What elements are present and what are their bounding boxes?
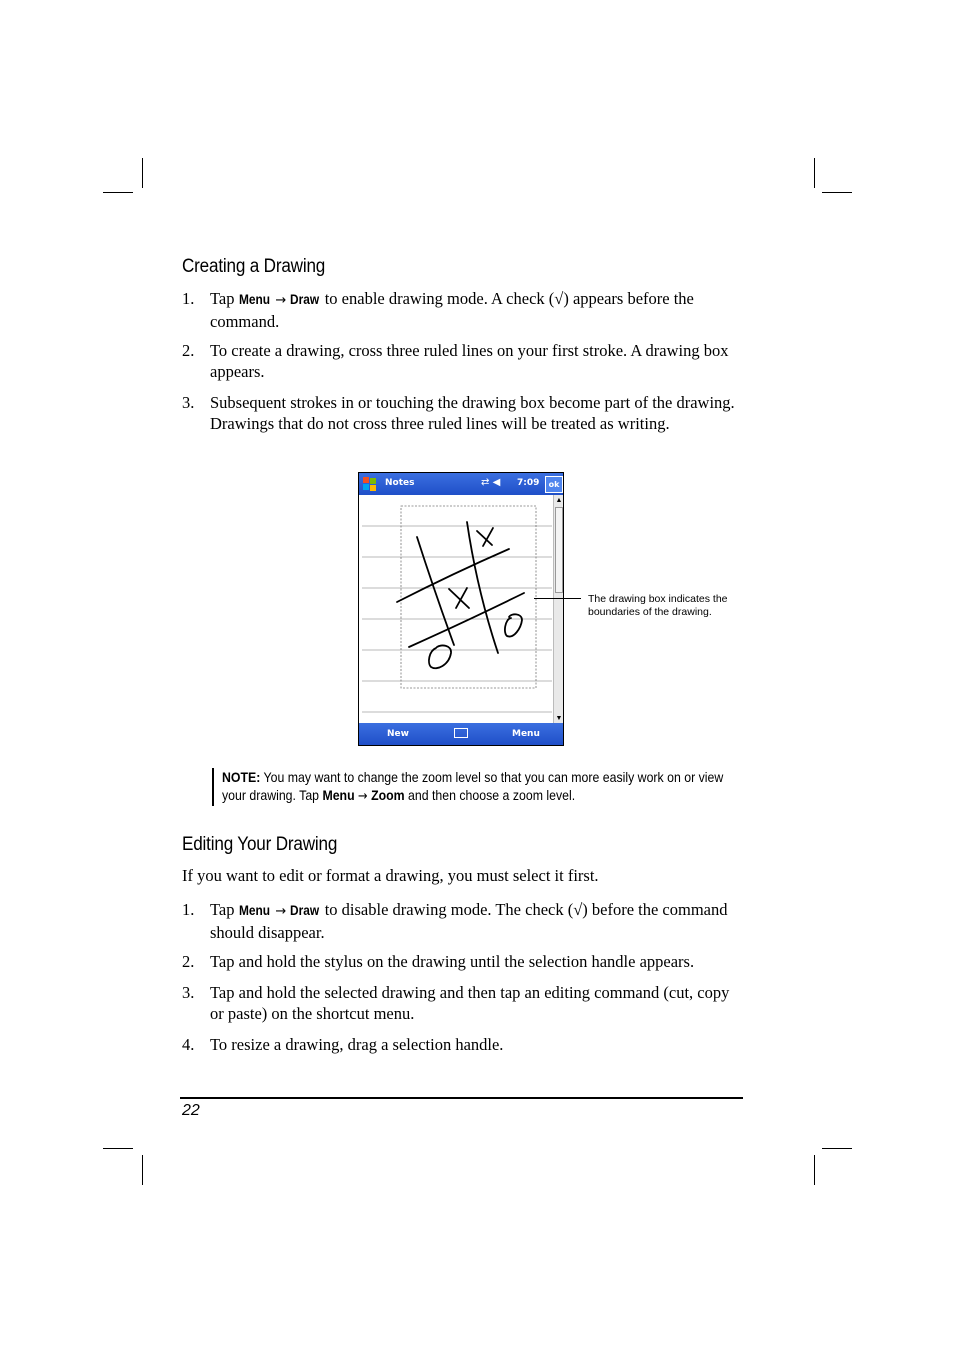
crop-mark (103, 192, 133, 193)
footer-rule (180, 1097, 743, 1099)
ruled-lines (362, 526, 552, 712)
scroll-up-icon[interactable]: ▲ (555, 496, 563, 504)
step-number: 4. (182, 1035, 195, 1054)
step-text: To resize a drawing, drag a selection handle. (210, 1035, 504, 1054)
list-item (182, 952, 742, 973)
note-box (212, 768, 752, 806)
crop-mark (822, 1148, 852, 1149)
step-text: Subsequent strokes in or touching the drawing box become part of the drawing. Drawings that do not cross three ruled lines will be treated as writing. (210, 393, 735, 433)
list-item (182, 341, 742, 382)
menu-button[interactable]: Menu (512, 729, 540, 739)
list-item (182, 1035, 742, 1056)
device-screenshot (358, 472, 564, 746)
crop-mark (814, 158, 815, 188)
step-text: Tap and hold the stylus on the drawing until the selection handle appears. (210, 952, 695, 971)
scroll-down-icon[interactable]: ▼ (555, 714, 563, 722)
menu-command: Menu (238, 291, 270, 307)
zoom-command: Zoom (371, 787, 405, 803)
new-button[interactable]: New (387, 729, 409, 739)
list-item (182, 983, 742, 1024)
step-text: Tap Menu → Draw to disable drawing mode. The check (√) before the command should disappear. (210, 900, 728, 942)
connectivity-icon[interactable]: ⇄ (481, 477, 490, 488)
step-text: Tap Menu → Draw to enable drawing mode. A check (√) appears before the command. (210, 289, 694, 331)
step-text: Tap and hold the selected drawing and then tap an editing command (cut, copy or paste) on the shortcut menu. (210, 983, 730, 1023)
menu-bar (359, 723, 563, 745)
crop-mark (142, 1155, 143, 1185)
note-text: NOTE: You may want to change the zoom level so that you can more easily work on or view your drawing. Tap Menu → Zoom and then choose a zoom level. (222, 769, 724, 804)
note-label: NOTE: (222, 769, 261, 785)
app-title: Notes (385, 478, 415, 488)
step-number: 1. (182, 289, 195, 308)
start-flag-icon[interactable] (362, 476, 378, 492)
keyboard-icon[interactable] (454, 728, 468, 738)
arrow-icon: → (275, 293, 287, 308)
clock[interactable]: 7:09 (517, 478, 540, 488)
step-number: 1. (182, 900, 195, 919)
crop-mark (822, 192, 852, 193)
draw-command: Draw (290, 902, 320, 918)
volume-icon[interactable]: ◀ (492, 477, 501, 488)
step-number: 3. (182, 393, 195, 412)
notes-canvas[interactable] (359, 495, 552, 723)
scrollbar[interactable] (553, 495, 564, 723)
tic-tac-toe-drawing (397, 522, 524, 668)
arrow-icon: → (275, 904, 287, 919)
section-heading-creating: Creating a Drawing (182, 256, 326, 277)
step-number: 2. (182, 341, 195, 360)
section-heading-editing: Editing Your Drawing (182, 834, 338, 855)
title-bar (359, 473, 563, 495)
ok-button[interactable]: ok (545, 476, 563, 493)
crop-mark (814, 1155, 815, 1185)
step-text: To create a drawing, cross three ruled lines on your first stroke. A drawing box appears. (210, 341, 729, 381)
crop-mark (142, 158, 143, 188)
list-item (182, 393, 742, 434)
arrow-icon: → (358, 789, 368, 804)
crop-mark (103, 1148, 133, 1149)
page-number: 22 (182, 1102, 200, 1119)
menu-command: Menu (322, 787, 355, 803)
callout-leader-line (534, 598, 581, 599)
step-number: 3. (182, 983, 195, 1002)
menu-command: Menu (238, 902, 270, 918)
intro-paragraph: If you want to edit or format a drawing, you must select it first. (182, 866, 599, 885)
step-number: 2. (182, 952, 195, 971)
list-item (182, 289, 742, 332)
list-item (182, 900, 742, 943)
scroll-thumb[interactable] (555, 507, 563, 593)
callout-text: The drawing box indicates the boundaries of the drawing. (588, 593, 728, 618)
draw-command: Draw (290, 291, 320, 307)
